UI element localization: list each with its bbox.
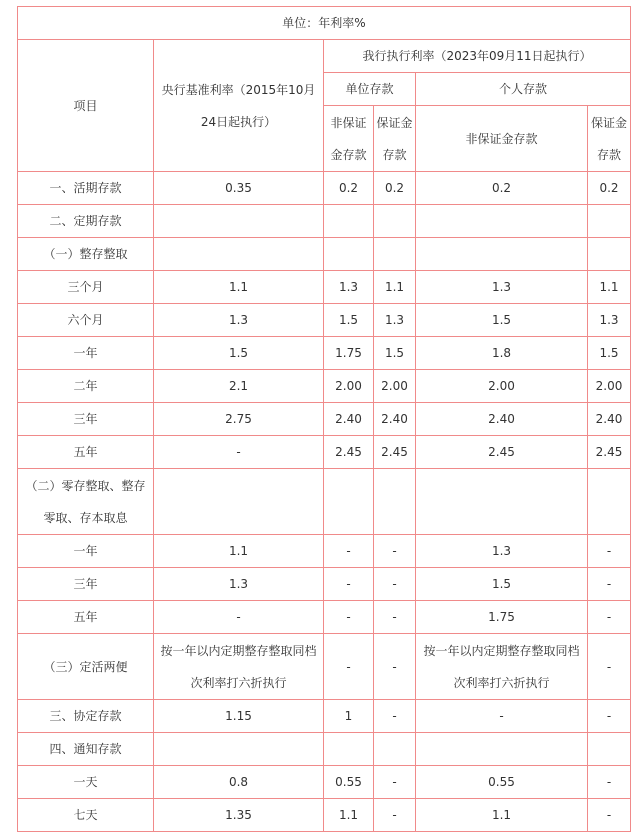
cell-personal-margin xyxy=(588,733,631,766)
cell-unit-nonmargin xyxy=(324,469,374,535)
cell-unit-margin: - xyxy=(374,634,416,700)
cell-unit-margin: - xyxy=(374,700,416,733)
cell-personal-nonmargin: 1.3 xyxy=(416,535,588,568)
cell-unit-margin: 2.45 xyxy=(374,436,416,469)
cell-central: 1.1 xyxy=(154,271,324,304)
cell-unit-margin: 1.1 xyxy=(374,271,416,304)
cell-unit-nonmargin: 0.2 xyxy=(324,172,374,205)
cell-personal-margin xyxy=(588,205,631,238)
row-item-label: 三年 xyxy=(18,568,154,601)
cell-unit-nonmargin: 0.55 xyxy=(324,766,374,799)
cell-personal-nonmargin: 1.5 xyxy=(416,304,588,337)
row-item-label: 五年 xyxy=(18,601,154,634)
cell-personal-margin: - xyxy=(588,568,631,601)
cell-personal-nonmargin: - xyxy=(416,700,588,733)
table-row xyxy=(18,337,631,370)
cell-central: 1.35 xyxy=(154,799,324,832)
cell-central: 按一年以内定期整存整取同档次利率打六折执行 xyxy=(154,634,324,700)
header-central-rate: 央行基准利率（2015年10月24日起执行） xyxy=(154,40,324,172)
row-item-label: 二、定期存款 xyxy=(18,205,154,238)
cell-personal-nonmargin xyxy=(416,733,588,766)
header-row-1 xyxy=(18,40,631,73)
cell-central: 1.1 xyxy=(154,535,324,568)
cell-personal-nonmargin: 1.5 xyxy=(416,568,588,601)
header-personal-nonmargin: 非保证金存款 xyxy=(416,106,588,172)
cell-personal-nonmargin: 1.1 xyxy=(416,799,588,832)
cell-unit-margin: 2.00 xyxy=(374,370,416,403)
header-unit-margin: 保证金存款 xyxy=(374,106,416,172)
row-item-label: 五年 xyxy=(18,436,154,469)
unit-title: 单位：年利率% xyxy=(18,7,631,40)
cell-central xyxy=(154,205,324,238)
cell-central: 2.1 xyxy=(154,370,324,403)
cell-personal-nonmargin xyxy=(416,469,588,535)
row-item-label: 三年 xyxy=(18,403,154,436)
cell-personal-nonmargin: 1.8 xyxy=(416,337,588,370)
row-item-label: （二）零存整取、整存零取、存本取息 xyxy=(18,469,154,535)
cell-unit-nonmargin xyxy=(324,205,374,238)
cell-unit-nonmargin xyxy=(324,238,374,271)
table-row xyxy=(18,403,631,436)
cell-unit-margin: - xyxy=(374,568,416,601)
cell-central xyxy=(154,469,324,535)
cell-unit-margin xyxy=(374,469,416,535)
unit-row xyxy=(18,7,631,40)
table-row xyxy=(18,370,631,403)
cell-personal-margin: - xyxy=(588,634,631,700)
table-row xyxy=(18,766,631,799)
row-item-label: 一年 xyxy=(18,535,154,568)
cell-unit-nonmargin: 1.75 xyxy=(324,337,374,370)
cell-unit-margin: - xyxy=(374,535,416,568)
cell-personal-margin: 2.00 xyxy=(588,370,631,403)
table-row xyxy=(18,634,631,700)
cell-personal-margin: 2.45 xyxy=(588,436,631,469)
table-row xyxy=(18,304,631,337)
cell-central xyxy=(154,238,324,271)
cell-unit-margin: 1.3 xyxy=(374,304,416,337)
table-row xyxy=(18,436,631,469)
cell-unit-margin xyxy=(374,733,416,766)
cell-central: - xyxy=(154,436,324,469)
row-item-label: 一天 xyxy=(18,766,154,799)
cell-unit-nonmargin: 1 xyxy=(324,700,374,733)
cell-central: 2.75 xyxy=(154,403,324,436)
cell-personal-margin xyxy=(588,469,631,535)
row-item-label: 三、协定存款 xyxy=(18,700,154,733)
table-body xyxy=(18,7,631,832)
row-item-label: 一年 xyxy=(18,337,154,370)
cell-unit-margin: 0.2 xyxy=(374,172,416,205)
cell-personal-nonmargin: 0.55 xyxy=(416,766,588,799)
table-row xyxy=(18,601,631,634)
cell-personal-margin: 1.1 xyxy=(588,271,631,304)
table-row xyxy=(18,172,631,205)
cell-central: 1.5 xyxy=(154,337,324,370)
cell-personal-nonmargin xyxy=(416,205,588,238)
cell-central: 0.8 xyxy=(154,766,324,799)
cell-unit-margin xyxy=(374,238,416,271)
table-row xyxy=(18,535,631,568)
cell-personal-margin: 1.3 xyxy=(588,304,631,337)
cell-central: 1.3 xyxy=(154,304,324,337)
cell-unit-nonmargin xyxy=(324,733,374,766)
cell-unit-margin: 1.5 xyxy=(374,337,416,370)
cell-personal-nonmargin: 按一年以内定期整存整取同档次利率打六折执行 xyxy=(416,634,588,700)
cell-unit-margin: - xyxy=(374,766,416,799)
table-row xyxy=(18,238,631,271)
header-unit-deposit: 单位存款 xyxy=(324,73,416,106)
cell-unit-nonmargin: 1.1 xyxy=(324,799,374,832)
cell-personal-nonmargin xyxy=(416,238,588,271)
cell-personal-nonmargin: 2.40 xyxy=(416,403,588,436)
cell-personal-nonmargin: 1.3 xyxy=(416,271,588,304)
table-row xyxy=(18,205,631,238)
table-row xyxy=(18,799,631,832)
cell-personal-nonmargin: 2.45 xyxy=(416,436,588,469)
cell-unit-nonmargin: - xyxy=(324,634,374,700)
cell-unit-nonmargin: - xyxy=(324,568,374,601)
header-bank-rate: 我行执行利率（2023年09月11日起执行） xyxy=(324,40,631,73)
cell-unit-nonmargin: 2.45 xyxy=(324,436,374,469)
table-row xyxy=(18,568,631,601)
deposit-rate-table xyxy=(17,6,631,832)
cell-unit-margin xyxy=(374,205,416,238)
cell-personal-margin: - xyxy=(588,700,631,733)
row-item-label: 一、活期存款 xyxy=(18,172,154,205)
cell-central: 0.35 xyxy=(154,172,324,205)
cell-personal-margin: - xyxy=(588,601,631,634)
cell-central: 1.15 xyxy=(154,700,324,733)
header-personal-deposit: 个人存款 xyxy=(416,73,631,106)
cell-unit-margin: - xyxy=(374,799,416,832)
cell-personal-margin: 0.2 xyxy=(588,172,631,205)
cell-unit-nonmargin: 2.00 xyxy=(324,370,374,403)
cell-personal-nonmargin: 2.00 xyxy=(416,370,588,403)
header-personal-margin: 保证金存款 xyxy=(588,106,631,172)
cell-unit-nonmargin: 1.5 xyxy=(324,304,374,337)
cell-central: 1.3 xyxy=(154,568,324,601)
cell-central xyxy=(154,733,324,766)
cell-unit-nonmargin: 1.3 xyxy=(324,271,374,304)
cell-unit-margin: 2.40 xyxy=(374,403,416,436)
row-item-label: 三个月 xyxy=(18,271,154,304)
row-item-label: 七天 xyxy=(18,799,154,832)
row-item-label: （一）整存整取 xyxy=(18,238,154,271)
table-row xyxy=(18,700,631,733)
cell-unit-margin: - xyxy=(374,601,416,634)
row-item-label: （三）定活两便 xyxy=(18,634,154,700)
table-row xyxy=(18,733,631,766)
cell-personal-nonmargin: 1.75 xyxy=(416,601,588,634)
table-row xyxy=(18,469,631,535)
cell-central: - xyxy=(154,601,324,634)
cell-personal-margin: - xyxy=(588,535,631,568)
cell-unit-nonmargin: - xyxy=(324,601,374,634)
cell-unit-nonmargin: 2.40 xyxy=(324,403,374,436)
header-unit-nonmargin: 非保证金存款 xyxy=(324,106,374,172)
header-item: 项目 xyxy=(18,40,154,172)
cell-unit-nonmargin: - xyxy=(324,535,374,568)
cell-personal-margin: 1.5 xyxy=(588,337,631,370)
cell-personal-margin xyxy=(588,238,631,271)
row-item-label: 二年 xyxy=(18,370,154,403)
table-row xyxy=(18,271,631,304)
cell-personal-margin: - xyxy=(588,799,631,832)
row-item-label: 四、通知存款 xyxy=(18,733,154,766)
cell-personal-margin: 2.40 xyxy=(588,403,631,436)
cell-personal-nonmargin: 0.2 xyxy=(416,172,588,205)
row-item-label: 六个月 xyxy=(18,304,154,337)
cell-personal-margin: - xyxy=(588,766,631,799)
